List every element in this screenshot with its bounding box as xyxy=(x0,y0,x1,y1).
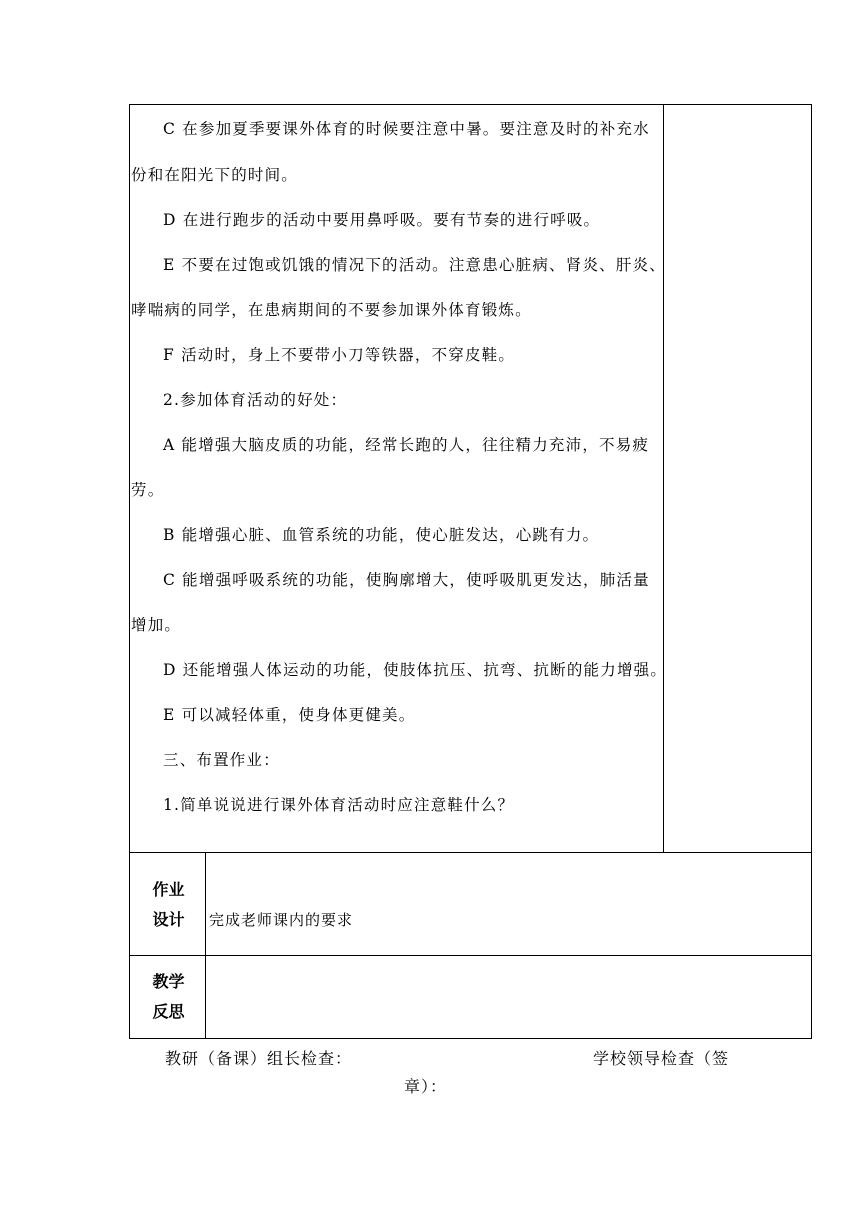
footer-signature-continuation: 章）： xyxy=(404,1077,448,1096)
footer-school-leader-check: 学校领导检查（签 xyxy=(593,1049,730,1068)
content-line: A 能增强大脑皮质的功能，经常长跑的人，往往精力充沛，不易疲 xyxy=(163,436,650,454)
content-line: C 能增强呼吸系统的功能，使胸廓增大，使呼吸肌更发达，肺活量 xyxy=(163,571,650,589)
content-line: D 还能增强人体运动的功能，使肢体抗压、抗弯、抗断的能力增强。 xyxy=(163,661,668,679)
content-line: 哮喘病的同学，在患病期间的不要参加课外体育锻炼。 xyxy=(131,301,532,319)
content-line: 2.参加体育活动的好处： xyxy=(163,391,348,409)
footer-group-leader-check: 教研（备课）组长检查： xyxy=(165,1049,353,1068)
content-right-border xyxy=(663,104,664,852)
reflection-label-line2: 反思 xyxy=(152,1002,185,1021)
content-line: E 可以减轻体重，使身体更健美。 xyxy=(163,706,416,724)
homework-label-line2: 设计 xyxy=(152,910,185,929)
homework-value: 完成老师课内的要求 xyxy=(209,911,354,929)
row-divider-reflection xyxy=(129,955,812,956)
content-line: B 能增强心脏、血管系统的功能，使心脏发达，心跳有力。 xyxy=(163,526,600,544)
content-line: 三、布置作业： xyxy=(163,751,280,769)
homework-label xyxy=(131,875,206,935)
content-line: 增加。 xyxy=(131,616,182,634)
content-line: 份和在阳光下的时间。 xyxy=(131,166,299,184)
content-line: E 不要在过饱或饥饿的情况下的活动。注意患心脏病、肾炎、肝炎、 xyxy=(163,256,666,274)
content-line: D 在进行跑步的活动中要用鼻呼吸。要有节奏的进行呼吸。 xyxy=(163,211,601,229)
reflection-label-line1: 教学 xyxy=(152,972,185,991)
content-line: 1.简单说说进行课外体育活动时应注意鞋什么？ xyxy=(163,796,515,814)
content-line: 劳。 xyxy=(131,481,165,499)
content-line: F 活动时，身上不要带小刀等铁器，不穿皮鞋。 xyxy=(163,346,516,364)
content-line: C 在参加夏季要课外体育的时候要注意中暑。要注意及时的补充水 xyxy=(163,120,650,138)
row-divider-homework xyxy=(129,852,812,853)
homework-label-line1: 作业 xyxy=(152,880,185,899)
reflection-label xyxy=(131,967,206,1027)
